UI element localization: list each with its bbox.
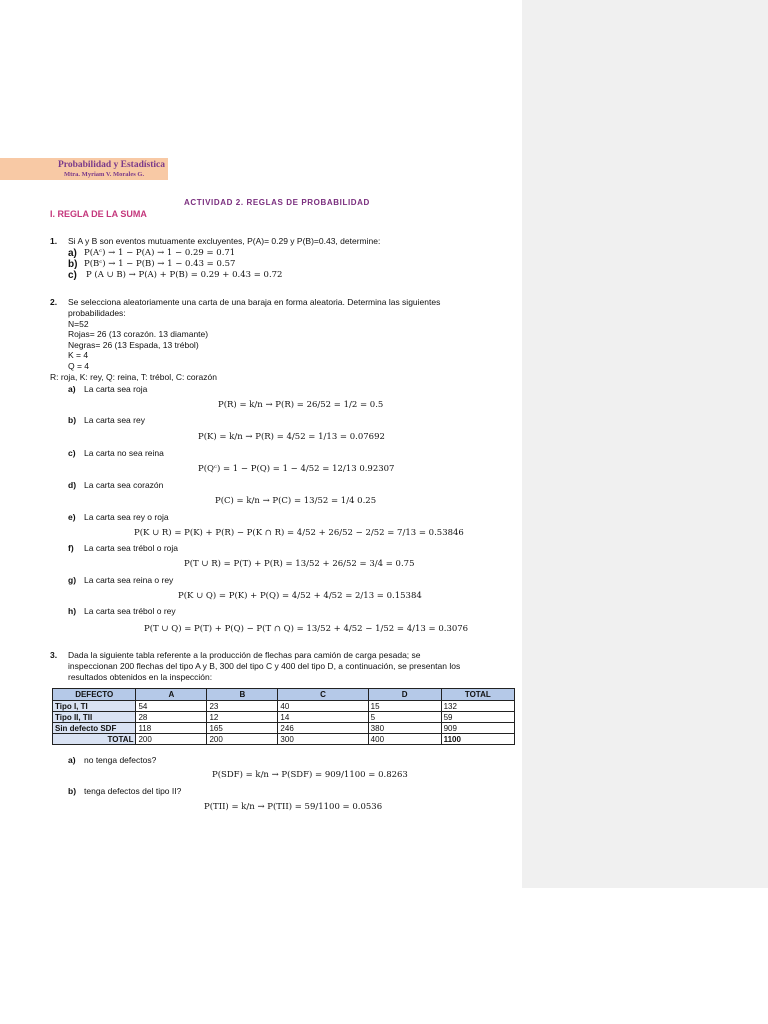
table-cell: 40 xyxy=(278,701,368,712)
table-row xyxy=(53,723,515,734)
table-cell: 246 xyxy=(278,723,368,734)
q3-text-line3: resultados obtenidos en la inspección: xyxy=(68,672,213,682)
q2-fact: Q = 4 xyxy=(68,361,90,371)
q1-number: 1. xyxy=(50,236,58,246)
column-header: A xyxy=(136,689,207,701)
q1-item-c-formula: P (A ∪ B) → P(A) + P(B) = 0.29 + 0.43 = 0.72 xyxy=(86,270,283,280)
q2-item-f-label: f) xyxy=(68,543,74,553)
q1-item-b-label: b) xyxy=(68,259,78,270)
q2-fact: Rojas= 26 (13 corazón. 13 diamante) xyxy=(68,329,209,339)
q2-fact: K = 4 xyxy=(68,350,89,360)
q2-text-line1: Se selecciona aleatoriamente una carta de una baraja en forma aleatoria. Determina las siguientes xyxy=(68,297,441,307)
q2-item-h-formula: P(T ∪ Q) = P(T) + P(Q) − P(T ∩ Q) = 13/52 + 4/52 − 1/52 = 4/13 = 0.3076 xyxy=(144,624,469,634)
q2-item-e-formula: P(K ∪ R) = P(K) + P(R) − P(K ∩ R) = 4/52 + 26/52 − 2/52 = 7/13 = 0.53846 xyxy=(134,528,464,538)
q2-item-b-formula: P(K) = k/n → P(R) = 4/52 = 1/13 = 0.07692 xyxy=(198,432,385,442)
table-row xyxy=(53,712,515,723)
table-cell: 14 xyxy=(278,712,368,723)
table-cell: 380 xyxy=(368,723,441,734)
q2-item-c-label: c) xyxy=(68,448,76,458)
q2-item-d-label: d) xyxy=(68,480,77,490)
q2-item-d-text: La carta sea corazón xyxy=(84,480,164,490)
table-header-row xyxy=(53,689,515,701)
table-cell: 1100 xyxy=(441,734,514,745)
table-cell: 200 xyxy=(207,734,278,745)
q2-fact: N=52 xyxy=(68,319,89,329)
q2-item-e-text: La carta sea rey o roja xyxy=(84,512,169,522)
q2-item-h-label: h) xyxy=(68,606,77,616)
table-cell: 132 xyxy=(441,701,514,712)
table-cell: 200 xyxy=(136,734,207,745)
q2-item-f-formula: P(T ∪ R) = P(T) + P(R) = 13/52 + 26/52 = 3/4 = 0.75 xyxy=(184,559,415,569)
q1-item-a-label: a) xyxy=(68,248,77,259)
column-header: C xyxy=(278,689,368,701)
q3-item-a-formula: P(SDF) = k/n → P(SDF) = 909/1100 = 0.8263 xyxy=(212,770,408,780)
q1-item-b-formula: P(Bᶜ) → 1 − P(B) → 1 − 0.43 = 0.57 xyxy=(84,259,236,269)
q1-item-c-label: c) xyxy=(68,270,77,281)
defects-table xyxy=(52,688,515,745)
q3-item-b-formula: P(TII) = k/n → P(TII) = 59/1100 = 0.0536 xyxy=(204,802,383,812)
table-row xyxy=(53,701,515,712)
table-cell: 12 xyxy=(207,712,278,723)
q2-item-c-text: La carta no sea reina xyxy=(84,448,164,458)
q2-number: 2. xyxy=(50,297,58,307)
q2-item-c-formula: P(Qᶜ) = 1 − P(Q) = 1 − 4/52 = 12/13 0.92307 xyxy=(198,464,395,474)
column-header: B xyxy=(207,689,278,701)
q3-item-a-label: a) xyxy=(68,755,76,765)
q1-item-a-formula: P(Aᶜ) → 1 − P(A) → 1 − 0.29 = 0.71 xyxy=(84,248,236,258)
q3-item-b-label: b) xyxy=(68,786,77,796)
table-total-row xyxy=(53,734,515,745)
q3-text-line1: Dada la siguiente tabla referente a la producción de flechas para camión de carga pesada; se xyxy=(68,650,421,660)
q2-item-b-text: La carta sea rey xyxy=(84,415,145,425)
table-cell: 5 xyxy=(368,712,441,723)
table-cell: 23 xyxy=(207,701,278,712)
table-cell: 165 xyxy=(207,723,278,734)
q2-item-f-text: La carta sea trébol o roja xyxy=(84,543,179,553)
q2-fact: Negras= 26 (13 Espada, 13 trébol) xyxy=(68,340,199,350)
table-cell: 15 xyxy=(368,701,441,712)
row-label: Sin defecto SDF xyxy=(53,723,136,734)
q2-item-g-label: g) xyxy=(68,575,77,585)
header-subtitle: Mtra. Myriam V. Morales G. xyxy=(64,171,145,178)
q3-text-line2: inspeccionan 200 flechas del tipo A y B, 300 del tipo C y 400 del tipo D, a continuación, se presentan los xyxy=(68,661,461,671)
q3-item-b-text: tenga defectos del tipo II? xyxy=(84,786,182,796)
section-title: I. REGLA DE LA SUMA xyxy=(50,209,147,219)
column-header: DEFECTO xyxy=(53,689,136,701)
q2-item-g-text: La carta sea reina o rey xyxy=(84,575,174,585)
row-label: Tipo II, TII xyxy=(53,712,136,723)
q1-text: Si A y B son eventos mutuamente excluyentes, P(A)= 0.29 y P(B)=0.43, determine: xyxy=(68,236,381,246)
column-header: D xyxy=(368,689,441,701)
q2-item-a-text: La carta sea roja xyxy=(84,384,148,394)
row-label: TOTAL xyxy=(53,734,136,745)
table-cell: 118 xyxy=(136,723,207,734)
q2-legend: R: roja, K: rey, Q: reina, T: trébol, C: corazón xyxy=(50,372,217,382)
table-cell: 300 xyxy=(278,734,368,745)
q2-item-g-formula: P(K ∪ Q) = P(K) + P(Q) = 4/52 + 4/52 = 2/13 = 0.15384 xyxy=(178,591,422,601)
q2-item-d-formula: P(C) = k/n → P(C) = 13/52 = 1/4 0.25 xyxy=(215,496,377,506)
q3-item-a-text: no tenga defectos? xyxy=(84,755,157,765)
table-cell: 909 xyxy=(441,723,514,734)
table-cell: 400 xyxy=(368,734,441,745)
comment-pane xyxy=(522,0,768,888)
column-header: TOTAL xyxy=(441,689,514,701)
table-cell: 54 xyxy=(136,701,207,712)
q2-item-b-label: b) xyxy=(68,415,77,425)
row-label: Tipo I, TI xyxy=(53,701,136,712)
q2-text-line2: probabilidades: xyxy=(68,308,126,318)
q3-number: 3. xyxy=(50,650,58,660)
q2-item-h-text: La carta sea trébol o rey xyxy=(84,606,176,616)
doc-title: ACTIVIDAD 2. REGLAS DE PROBABILIDAD xyxy=(184,198,370,207)
table-cell: 59 xyxy=(441,712,514,723)
header-title: Probabilidad y Estadística xyxy=(58,160,165,170)
q2-item-e-label: e) xyxy=(68,512,76,522)
table-cell: 28 xyxy=(136,712,207,723)
q2-item-a-formula: P(R) = k/n → P(R) = 26/52 = 1/2 = 0.5 xyxy=(218,400,384,410)
q2-item-a-label: a) xyxy=(68,384,76,394)
